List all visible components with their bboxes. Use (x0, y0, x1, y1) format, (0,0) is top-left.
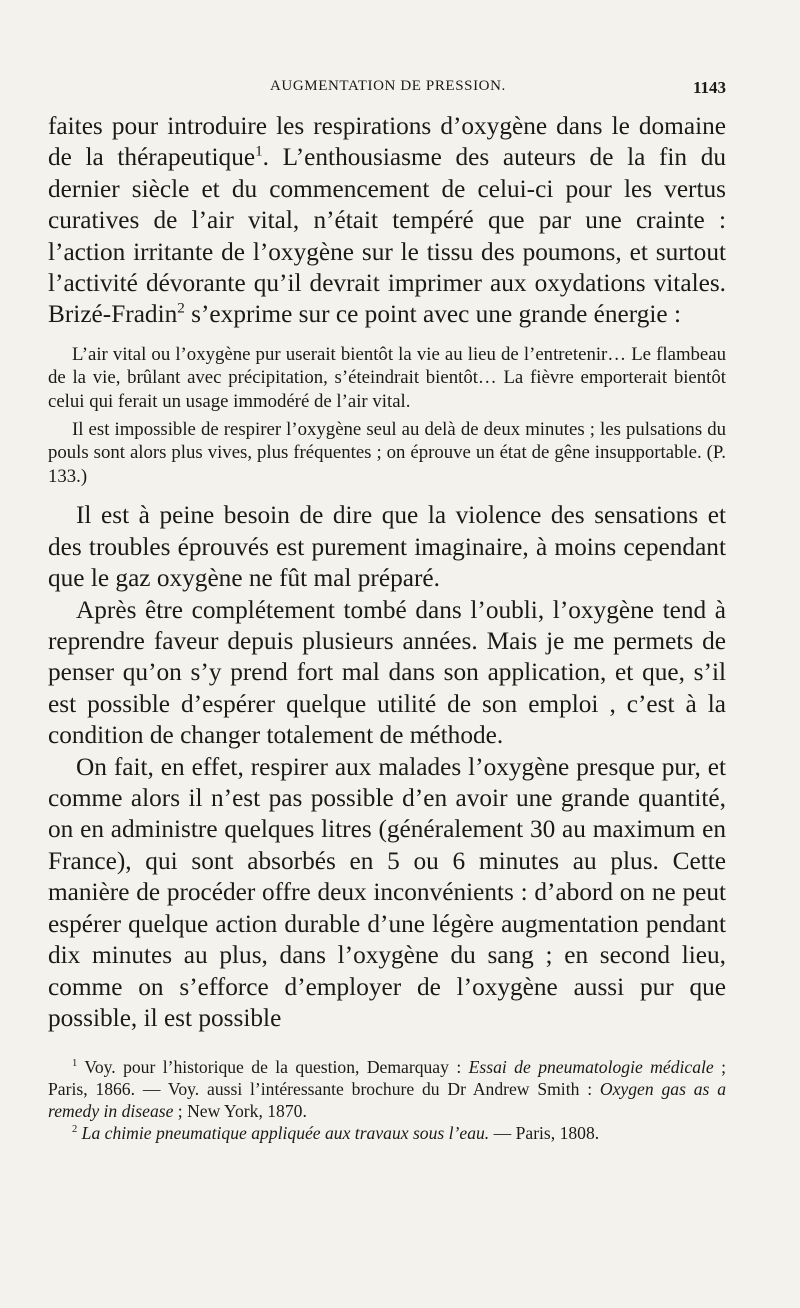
body-paragraph-2: Il est à peine besoin de dire que la violence des sensations et des troubles éprouvés est purement imaginaire, à moins cependant que le gaz oxygène ne fût mal préparé. (48, 501, 726, 593)
footnote-1-title-1: Essai de pneumatologie médicale (468, 1057, 714, 1078)
footnote-2-text-b: — Paris, 1808. (489, 1123, 600, 1144)
footnote-1-text-b: ; Paris, 1866. — Voy. aussi l’intéressante brochure du Dr Andrew Smith : (48, 1057, 726, 1100)
body-paragraph-3: Après être complétement tombé dans l’oubli, l’oxygène tend à reprendre faveur depuis plusieurs années. Mais je me permets de penser qu’on s’y prend fort mal dans son application, et que, s’il est possible d’espérer quelque utilité de son emploi , c’est à la condition de changer totalement de méthode. (48, 595, 726, 750)
footnote-ref-2: 2 (177, 300, 185, 318)
running-head (48, 74, 726, 104)
p1-text-a: faites pour introduire les respirations d’oxygène dans le domaine de la thérapeutique (48, 112, 726, 172)
footnote-2-mark: 2 (72, 1124, 78, 1136)
footnotes (48, 1056, 726, 1144)
p1-text-c: s’exprime sur ce point avec une grande énergie : (184, 300, 681, 329)
body-paragraph-1 (48, 111, 726, 331)
footnote-ref-1: 1 (255, 142, 263, 160)
footnote-1-text-a: Voy. pour l’historique de la question, Demarquay : (77, 1057, 469, 1078)
quote-paragraph-1: L’air vital ou l’oxygène pur userait bientôt la vie au lieu de l’entretenir… Le flambeau de la vie, brûlant avec précipitation, s’éteindrait bientôt… La fièvre emporterait bientôt celui qui ferait un usage immodéré de l’air vital. (48, 343, 726, 413)
footnote-2 (48, 1122, 726, 1144)
book-page (48, 74, 726, 1144)
quote-paragraph-2: Il est impossible de respirer l’oxygène seul au delà de deux minutes ; les pulsations du pouls sont alors plus vives, plus fréquentes ; on éprouve un état de gêne insupportable. (P. 133.) (48, 418, 726, 487)
footnote-1-title-2: Oxygen gas as a remedy in disease (48, 1079, 726, 1122)
footnote-1 (48, 1056, 726, 1122)
block-quote (48, 343, 726, 489)
footnote-1-mark: 1 (72, 1058, 78, 1070)
running-head-title: AUGMENTATION DE PRESSION. (270, 78, 506, 94)
p1-text-b: . L’enthousiasme des auteurs de la fin du dernier siècle et du commencement de celui-ci pour les vertus curatives de l’air vital, n’était tempéré que par une crainte : l’action irritante de l’oxygène sur le tissu des poumons, et surtout l’activité dévorante qu’il devrait imprimer aux oxydations vitales. Brizé-Fradin (48, 143, 726, 329)
footnote-1-text-c: ; New York, 1870. (173, 1101, 307, 1122)
body-text-main (48, 500, 726, 1034)
footnote-2-title: La chimie pneumatique appliquée aux travaux sous l’eau. (77, 1123, 490, 1144)
body-paragraph-4: On fait, en effet, respirer aux malades l’oxygène presque pur, et comme alors il n’est pas possible d’en avoir une grande quantité, on en administre quelques litres (généralement 30 au maximum en France), qui sont absorbés en 5 ou 6 minutes au plus. Cette manière de procéder offre deux inconvénients : d’abord on ne peut espérer quelque action durable d’une légère augmentation pendant dix minutes au plus, dans l’oxygène du sang ; en second lieu, comme on s’efforce d’employer de l’oxygène aussi pur que possible, il est possible (48, 752, 726, 1032)
page-number: 1143 (692, 78, 726, 97)
